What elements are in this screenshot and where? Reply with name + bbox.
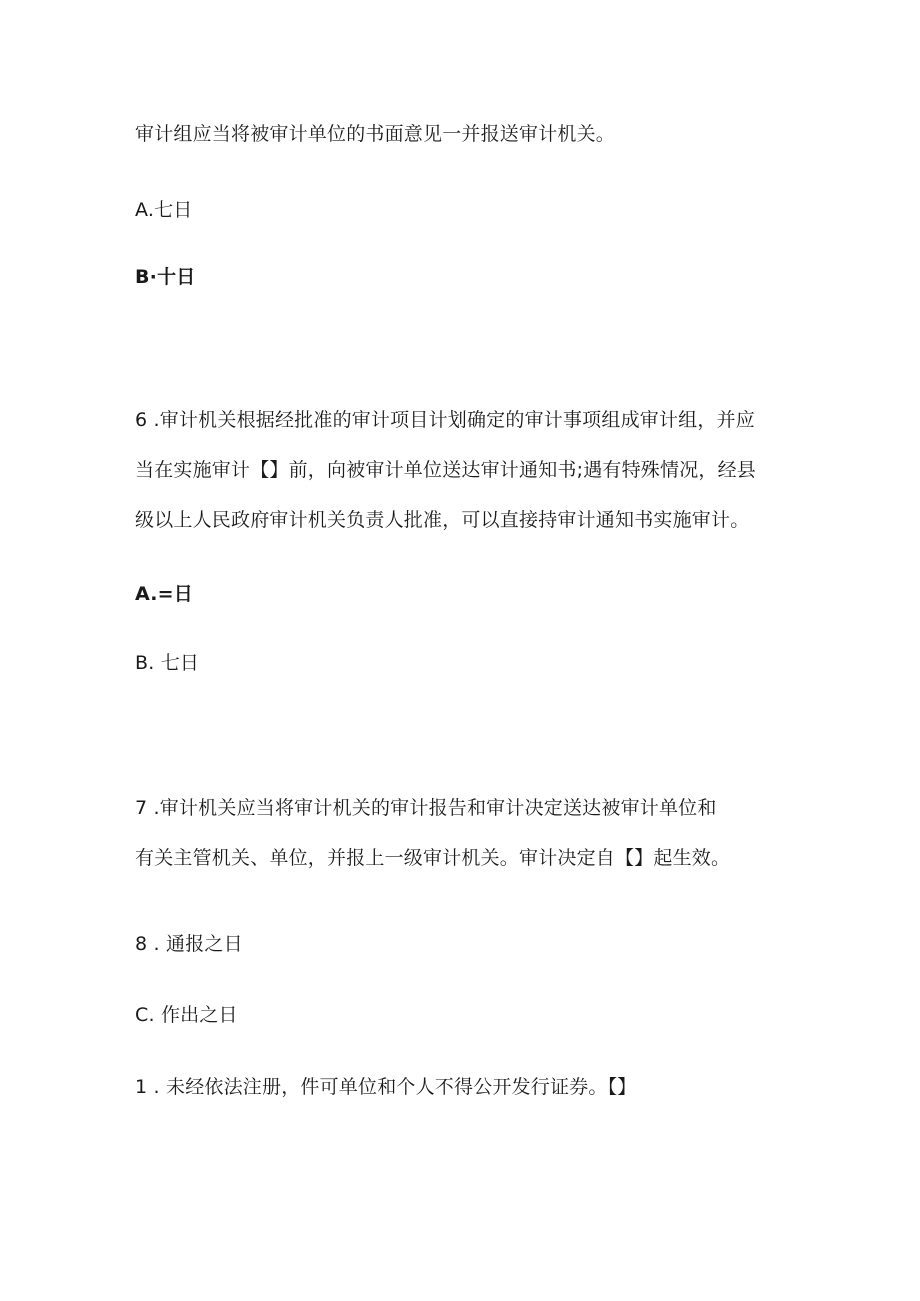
- question-6-option-a: A.=日: [135, 583, 193, 605]
- question-6-line-3: 级以上人民政府审计机关负责人批准，可以直接持审计通知书实施审计。: [135, 509, 750, 531]
- question-1-line-1: 1 . 未经依法注册，件可单位和个人不得公开发行证券。【】: [135, 1076, 637, 1098]
- option-a-seven-days: A.七日: [135, 199, 193, 221]
- question-7-line-2: 有关主管机关、单位，并报上一级审计机关。审计决定自【】起生效。: [135, 847, 731, 869]
- question-7-option-c: C. 作出之日: [135, 1004, 238, 1026]
- question-6-line-2: 当在实施审计【】前，向被审计单位送达审计通知书;遇有特殊情况，经县: [135, 459, 757, 481]
- text-line-intro: 审计组应当将被审计单位的书面意见一并报送审计机关。: [135, 123, 616, 145]
- question-6-line-1: 6 .审计机关根据经批准的审计项目计划确定的审计事项组成审计组，并应: [135, 409, 755, 431]
- question-7-line-1: 7 .审计机关应当将审计机关的审计报告和审计决定送达被审计单位和: [135, 797, 717, 819]
- option-b-ten-days: B·十日: [135, 266, 196, 288]
- question-7-option-8: 8 . 通报之日: [135, 933, 243, 955]
- question-6-option-b: B. 七日: [135, 652, 200, 674]
